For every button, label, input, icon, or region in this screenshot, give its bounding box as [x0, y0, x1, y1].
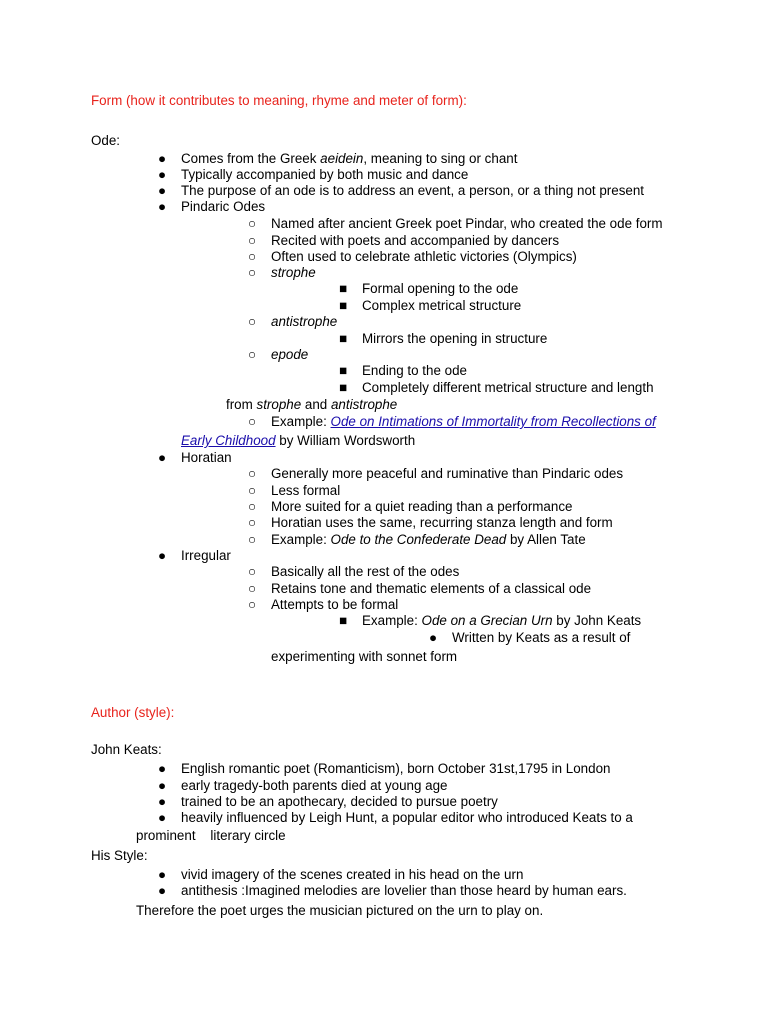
- list-item: Example: Ode on a Grecian Urn by John Keats: [362, 613, 642, 628]
- bullet-circle-icon: ○: [247, 532, 257, 547]
- list-item: The purpose of an ode is to address an event, a person, or a thing not present: [181, 183, 645, 198]
- bullet-circle-icon: ○: [247, 233, 257, 248]
- list-item: Generally more peaceful and ruminative than Pindaric odes: [271, 466, 624, 481]
- bullet-dot-icon: ●: [157, 761, 167, 776]
- bullet-dot-icon: ●: [157, 883, 167, 898]
- list-item-continuation: experimenting with sonnet form: [271, 649, 458, 664]
- list-item: trained to be an apothecary, decided to pursue poetry: [181, 794, 498, 809]
- list-item: Retains tone and thematic elements of a classical ode: [271, 581, 592, 596]
- bullet-circle-icon: ○: [247, 414, 257, 429]
- strophe-label: strophe: [271, 265, 316, 280]
- bullet-square-icon: ■: [338, 613, 348, 628]
- bullet-circle-icon: ○: [247, 314, 257, 329]
- bullet-square-icon: ■: [338, 363, 348, 378]
- list-item: Formal opening to the ode: [362, 281, 519, 296]
- bullet-square-icon: ■: [338, 380, 348, 395]
- list-item: Less formal: [271, 483, 341, 498]
- wordsworth-ode-link-cont[interactable]: Early Childhood: [181, 433, 276, 448]
- bullet-dot-icon: ●: [157, 548, 167, 563]
- form-heading: Form (how it contributes to meaning, rhyme and meter of form):: [91, 93, 467, 108]
- list-item-continuation: prominent literary circle: [136, 828, 286, 843]
- bullet-circle-icon: ○: [247, 597, 257, 612]
- author-heading: Author (style):: [91, 705, 175, 720]
- bullet-circle-icon: ○: [247, 466, 257, 481]
- list-item: Completely different metrical structure and length: [362, 380, 654, 395]
- list-item: Comes from the Greek aeidein, meaning to sing or chant: [181, 151, 518, 166]
- list-item: English romantic poet (Romanticism), born October 31st,1795 in London: [181, 761, 611, 776]
- list-item: early tragedy-both parents died at young age: [181, 778, 448, 793]
- bullet-dot-icon: ●: [428, 630, 438, 645]
- bullet-circle-icon: ○: [247, 581, 257, 596]
- bullet-dot-icon: ●: [157, 778, 167, 793]
- list-item: Recited with poets and accompanied by dancers: [271, 233, 560, 248]
- irregular-label: Irregular: [181, 548, 231, 563]
- list-item: Ending to the ode: [362, 363, 467, 378]
- list-item: antithesis :Imagined melodies are lovelier than those heard by human ears.: [181, 883, 627, 898]
- bullet-circle-icon: ○: [247, 515, 257, 530]
- list-item: Example: Ode to the Confederate Dead by Allen Tate: [271, 532, 586, 547]
- list-item: Horatian uses the same, recurring stanza length and form: [271, 515, 613, 530]
- list-item: More suited for a quiet reading than a performance: [271, 499, 573, 514]
- list-item: heavily influenced by Leigh Hunt, a popular editor who introduced Keats to a: [181, 810, 633, 825]
- list-item: Typically accompanied by both music and dance: [181, 167, 469, 182]
- bullet-square-icon: ■: [338, 281, 348, 296]
- bullet-circle-icon: ○: [247, 249, 257, 264]
- list-item-continuation: Therefore the poet urges the musician pictured on the urn to play on.: [136, 903, 544, 918]
- bullet-dot-icon: ●: [157, 450, 167, 465]
- list-item: Attempts to be formal: [271, 597, 399, 612]
- list-item: Complex metrical structure: [362, 298, 522, 313]
- bullet-circle-icon: ○: [247, 564, 257, 579]
- author-name-label: John Keats:: [91, 742, 162, 757]
- bullet-circle-icon: ○: [247, 265, 257, 280]
- bullet-circle-icon: ○: [247, 483, 257, 498]
- list-item: Often used to celebrate athletic victories (Olympics): [271, 249, 577, 264]
- list-item: Example: Ode on Intimations of Immortality from Recollections of: [271, 414, 656, 429]
- list-item: Basically all the rest of the odes: [271, 564, 460, 579]
- bullet-circle-icon: ○: [247, 499, 257, 514]
- style-label: His Style:: [91, 848, 148, 863]
- list-item: vivid imagery of the scenes created in his head on the urn: [181, 867, 524, 882]
- ode-label: Ode:: [91, 133, 121, 148]
- list-item-continuation: Early Childhood by William Wordsworth: [181, 433, 416, 448]
- antistrophe-label: antistrophe: [271, 314, 338, 329]
- bullet-dot-icon: ●: [157, 151, 167, 166]
- bullet-dot-icon: ●: [157, 183, 167, 198]
- bullet-circle-icon: ○: [247, 216, 257, 231]
- horatian-label: Horatian: [181, 450, 232, 465]
- list-item: Written by Keats as a result of: [452, 630, 631, 645]
- bullet-dot-icon: ●: [157, 199, 167, 214]
- bullet-square-icon: ■: [338, 298, 348, 313]
- wordsworth-ode-link[interactable]: Ode on Intimations of Immortality from Recollections of: [330, 414, 656, 429]
- list-item-continuation: from strophe and antistrophe: [226, 397, 398, 412]
- bullet-dot-icon: ●: [157, 794, 167, 809]
- bullet-dot-icon: ●: [157, 867, 167, 882]
- epode-label: epode: [271, 347, 309, 362]
- bullet-dot-icon: ●: [157, 810, 167, 825]
- bullet-square-icon: ■: [338, 331, 348, 346]
- pindaric-label: Pindaric Odes: [181, 199, 266, 214]
- list-item: Mirrors the opening in structure: [362, 331, 548, 346]
- bullet-dot-icon: ●: [157, 167, 167, 182]
- bullet-circle-icon: ○: [247, 347, 257, 362]
- list-item: Named after ancient Greek poet Pindar, who created the ode form: [271, 216, 663, 231]
